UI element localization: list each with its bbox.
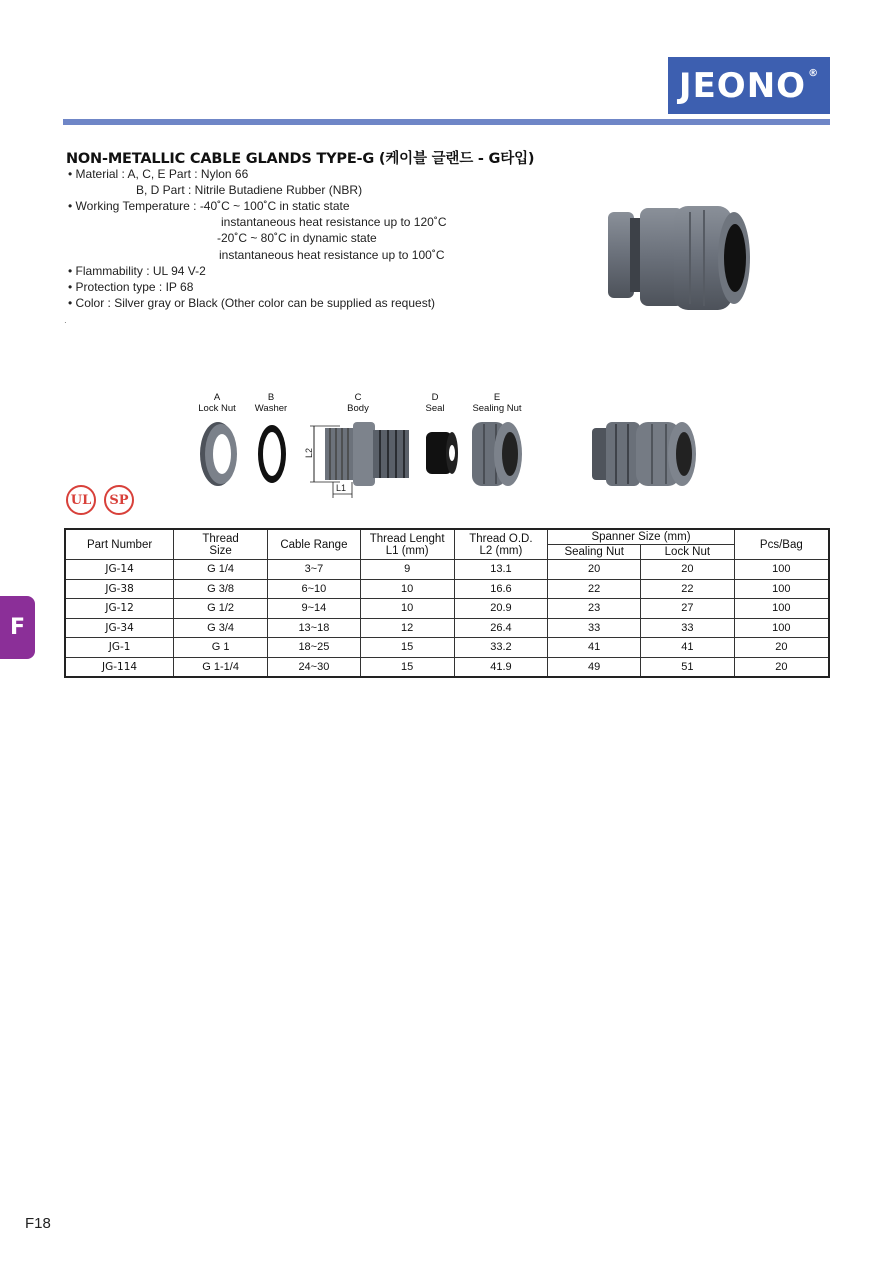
spec-color: • Color : Silver gray or Black (Other color can be supplied as request)	[68, 296, 436, 310]
table-row	[65, 579, 829, 599]
cell-l1: 9	[360, 560, 454, 580]
cell-cable: 18~25	[268, 638, 361, 658]
seal-drawing	[426, 432, 458, 474]
spec-material-1: • Material : A, C, E Part : Nylon 66	[68, 167, 249, 181]
cell-lock: 22	[641, 579, 735, 599]
cell-sealing: 41	[548, 638, 641, 658]
cell-pcs: 100	[734, 560, 829, 580]
cell-thread: G 1/4	[174, 560, 268, 580]
part-label-b	[250, 392, 292, 414]
spec-temp-4: instantaneous heat resistance up to 100˚C	[219, 248, 445, 262]
cell-cable: 9~14	[268, 599, 361, 619]
cell-sealing: 23	[548, 599, 641, 619]
registered-mark: ®	[808, 68, 820, 79]
page-title: NON-METALLIC CABLE GLANDS TYPE-G (케이블 글랜드 - G타입)	[66, 151, 535, 167]
cell-part: JG-1	[65, 638, 174, 658]
cell-thread: G 1-1/4	[174, 657, 268, 677]
cell-part: JG-34	[65, 618, 174, 638]
header-rule	[63, 119, 830, 125]
page-number: F18	[25, 1215, 51, 1232]
spec-temp-1: • Working Temperature : -40˚C ~ 100˚C in static state	[68, 199, 350, 213]
col-sealing-nut: Sealing Nut	[548, 545, 641, 560]
cell-l2: 13.1	[454, 560, 548, 580]
stray-dot: ·	[64, 318, 67, 327]
section-tab: F	[0, 596, 35, 659]
table-header-row	[65, 529, 829, 545]
table-row	[65, 560, 829, 580]
cell-sealing: 20	[548, 560, 641, 580]
table-row	[65, 618, 829, 638]
spec-protection: • Protection type : IP 68	[68, 280, 194, 294]
cell-sealing: 49	[548, 657, 641, 677]
cell-sealing: 22	[548, 579, 641, 599]
part-name-c: Body	[347, 403, 369, 414]
cell-cable: 6~10	[268, 579, 361, 599]
part-letter-d: D	[431, 392, 439, 403]
cell-pcs: 100	[734, 599, 829, 619]
cell-lock: 51	[641, 657, 735, 677]
part-name-d: Seal	[425, 403, 445, 414]
col-thread-od: Thread O.D. L2 (mm)	[454, 529, 548, 560]
cell-l2: 26.4	[454, 618, 548, 638]
col-cable-range: Cable Range	[268, 529, 361, 560]
csa-certification-icon: SP	[104, 485, 134, 515]
spec-flammability: • Flammability : UL 94 V-2	[68, 264, 206, 278]
washer-drawing	[258, 425, 286, 483]
cell-l1: 10	[360, 599, 454, 619]
cell-l1: 15	[360, 638, 454, 658]
cell-pcs: 20	[734, 638, 829, 658]
col-thread-size: Thread Size	[174, 529, 268, 560]
col-thread-length: Thread Lenght L1 (mm)	[360, 529, 454, 560]
col-pcs-bag: Pcs/Bag	[734, 529, 829, 560]
cell-l2: 33.2	[454, 638, 548, 658]
product-photo	[604, 200, 754, 315]
part-label-c	[338, 392, 378, 414]
spec-temp-3: -20˚C ~ 80˚C in dynamic state	[217, 231, 377, 245]
table-row	[65, 657, 829, 677]
table-row	[65, 599, 829, 619]
cell-lock: 20	[641, 560, 735, 580]
lock-nut-drawing	[200, 422, 237, 486]
part-letter-b: B	[267, 392, 275, 403]
part-label-d	[418, 392, 452, 414]
spec-table	[64, 528, 830, 678]
cell-l2: 16.6	[454, 579, 548, 599]
body-drawing	[325, 422, 409, 486]
cell-thread: G 1	[174, 638, 268, 658]
col-spanner-size: Spanner Size (mm)	[548, 529, 734, 545]
cell-l1: 10	[360, 579, 454, 599]
cell-pcs: 100	[734, 579, 829, 599]
cell-cable: 13~18	[268, 618, 361, 638]
cell-thread: G 3/4	[174, 618, 268, 638]
cell-l2: 20.9	[454, 599, 548, 619]
cell-l1: 12	[360, 618, 454, 638]
cell-thread: G 3/8	[174, 579, 268, 599]
table-row	[65, 638, 829, 658]
col-part-number: Part Number	[65, 529, 174, 560]
part-letter-e: E	[493, 392, 501, 403]
spec-temp-2: instantaneous heat resistance up to 120˚C	[221, 215, 447, 229]
cell-sealing: 33	[548, 618, 641, 638]
cell-part: JG-12	[65, 599, 174, 619]
sealing-nut-drawing	[472, 422, 522, 486]
col-lock-nut: Lock Nut	[641, 545, 735, 560]
cell-lock: 41	[641, 638, 735, 658]
part-letter-c: C	[354, 392, 362, 403]
dim-l1: L1	[336, 483, 347, 493]
cell-lock: 27	[641, 599, 735, 619]
cell-l2: 41.9	[454, 657, 548, 677]
cell-part: JG-114	[65, 657, 174, 677]
spec-material-2: B, D Part : Nitrile Butadiene Rubber (NBR)	[136, 183, 363, 197]
part-label-a	[194, 392, 240, 414]
part-letter-a: A	[213, 392, 221, 403]
cell-lock: 33	[641, 618, 735, 638]
cell-part: JG-38	[65, 579, 174, 599]
ul-certification-icon: UL	[66, 485, 96, 515]
part-label-e	[466, 392, 528, 414]
dim-l2: L2	[304, 447, 314, 458]
assembled-gland-drawing	[592, 422, 696, 486]
part-name-a: Lock Nut	[198, 403, 236, 414]
cell-pcs: 20	[734, 657, 829, 677]
part-name-b: Washer	[254, 403, 288, 414]
cell-cable: 24~30	[268, 657, 361, 677]
cell-part: JG-14	[65, 560, 174, 580]
exploded-diagram	[190, 418, 720, 500]
cell-cable: 3~7	[268, 560, 361, 580]
brand-logo-text: JEONO	[678, 65, 807, 106]
cell-thread: G 1/2	[174, 599, 268, 619]
cell-pcs: 100	[734, 618, 829, 638]
cell-l1: 15	[360, 657, 454, 677]
brand-logo	[668, 57, 830, 114]
part-name-e: Sealing Nut	[472, 403, 522, 414]
